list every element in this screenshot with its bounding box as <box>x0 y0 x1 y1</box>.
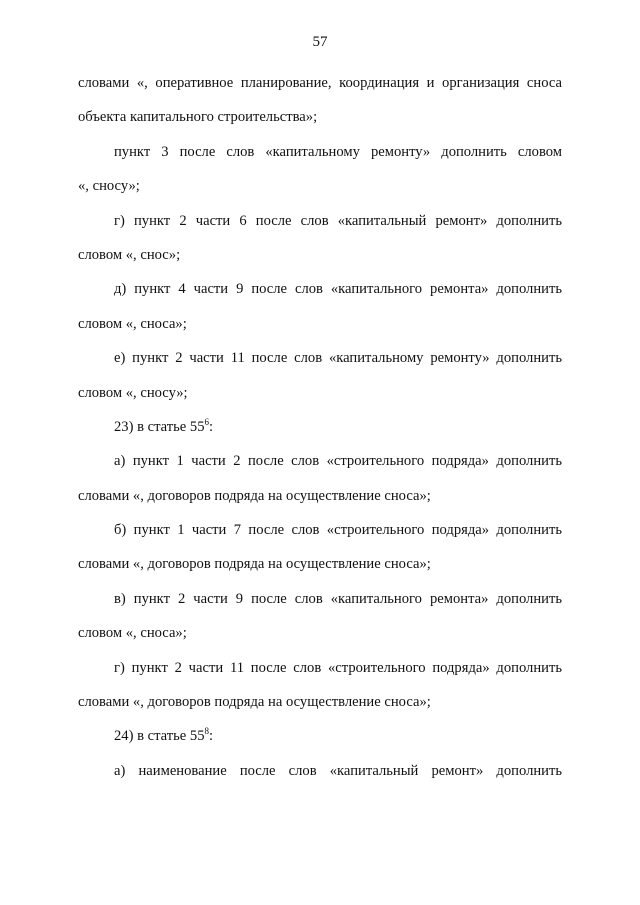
line-text: словами «, договоров подряда на осуществление сноса»; <box>78 556 431 573</box>
text-line <box>78 135 562 169</box>
article-superscript: 8 <box>204 726 210 737</box>
line-text: словом «, сноса»; <box>78 315 187 332</box>
text-line <box>78 376 562 410</box>
line-text: словом «, снос»; <box>78 246 181 263</box>
line-text: 24) в статье 55 <box>114 728 205 745</box>
line-text: словами «, договоров подряда на осуществление сноса»; <box>78 694 431 711</box>
line-text: б) пункт 1 части 7 после слов «строительного подряда» дополнить <box>114 522 562 539</box>
line-text: пункт 3 после слов «капитальному ремонту» дополнить словом <box>114 143 562 160</box>
text-line <box>78 479 562 513</box>
line-text: словом «, сноса»; <box>78 625 187 642</box>
line-text: «, сносу»; <box>78 178 140 195</box>
text-line <box>78 238 562 272</box>
text-line <box>78 272 562 306</box>
page-number: 57 <box>312 34 328 50</box>
text-line <box>78 651 562 685</box>
line-text: г) пункт 2 части 11 после слов «строительного подряда» дополнить <box>114 659 562 676</box>
line-suffix: : <box>209 728 214 745</box>
line-suffix: : <box>209 418 214 435</box>
text-line <box>78 444 562 478</box>
text-line <box>78 685 562 719</box>
line-text: г) пункт 2 части 6 после слов «капитальный ремонт» дополнить <box>114 212 562 229</box>
text-line <box>78 100 562 134</box>
text-line <box>78 719 562 753</box>
document-body <box>78 66 562 788</box>
text-line <box>78 410 562 444</box>
text-line <box>78 66 562 100</box>
line-text: д) пункт 4 части 9 после слов «капитального ремонта» дополнить <box>114 281 562 298</box>
line-text: словами «, оперативное планирование, координация и организация сноса <box>78 75 562 91</box>
line-text: а) пункт 1 части 2 после слов «строительного подряда» дополнить <box>114 453 562 470</box>
text-line <box>78 754 562 788</box>
text-line <box>78 204 562 238</box>
article-superscript: 6 <box>204 417 210 428</box>
line-text: е) пункт 2 части 11 после слов «капитальному ремонту» дополнить <box>114 350 562 367</box>
text-line <box>78 341 562 375</box>
line-text: а) наименование после слов «капитальный ремонт» дополнить <box>114 762 562 779</box>
line-text: в) пункт 2 части 9 после слов «капитального ремонта» дополнить <box>114 590 562 607</box>
text-line <box>78 616 562 650</box>
text-line <box>78 547 562 581</box>
text-line <box>78 513 562 547</box>
line-text: словами «, договоров подряда на осуществление сноса»; <box>78 487 431 504</box>
text-line <box>78 582 562 616</box>
text-line <box>78 307 562 341</box>
line-text: 23) в статье 55 <box>114 418 205 435</box>
line-text: объекта капитального строительства»; <box>78 109 318 126</box>
line-text: словом «, сносу»; <box>78 384 188 401</box>
text-line <box>78 169 562 203</box>
